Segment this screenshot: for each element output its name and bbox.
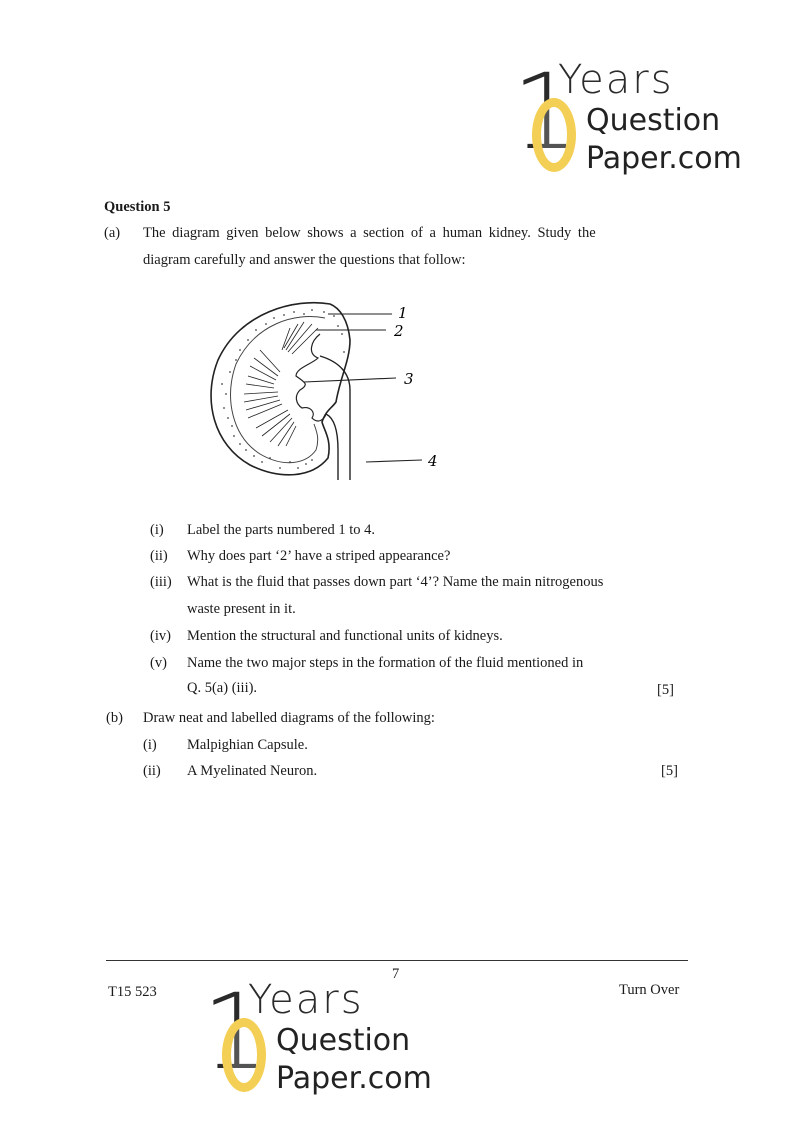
logo-paper: Paper.com	[276, 1061, 432, 1096]
diagram-label-3: 3	[404, 370, 414, 388]
item-a-iv-text: Mention the structural and functional units of kidneys.	[187, 628, 503, 644]
part-a-line-1: The diagram given below shows a section of a human kidney. Study the	[143, 225, 596, 241]
paper-code: T15 523	[108, 984, 157, 1000]
logo-zero-ring	[532, 98, 576, 172]
part-a-marker: (a)	[104, 225, 121, 241]
diagram-label-1: 1	[398, 304, 408, 322]
item-a-v-num: (v)	[150, 655, 167, 671]
kidney-diagram	[200, 290, 460, 490]
part-b-marker: (b)	[106, 710, 123, 726]
part-a-marks: [5]	[657, 682, 674, 698]
footer-divider	[106, 960, 688, 961]
item-a-v-text: Name the two major steps in the formation of the fluid mentioned in	[187, 655, 584, 671]
logo-digit-one: 1	[202, 971, 269, 1093]
item-a-i-text: Label the parts numbered 1 to 4.	[187, 522, 376, 538]
part-b-marks: [5]	[661, 763, 678, 779]
item-b-i-num: (i)	[143, 737, 157, 753]
item-a-ii-num: (ii)	[150, 548, 168, 564]
diagram-label-2: 2	[394, 322, 404, 340]
item-a-iii-text: What is the fluid that passes down part ‘4’? Name the main nitrogenous	[187, 574, 604, 590]
logo-years: Years	[248, 977, 364, 1023]
question-title: Question 5	[104, 199, 171, 215]
item-a-i-num: (i)	[150, 522, 164, 538]
logo-zero-ring	[222, 1018, 266, 1092]
logo-paper: Paper.com	[586, 141, 742, 176]
site-logo-bottom	[202, 971, 462, 1100]
logo-years: Years	[558, 57, 674, 103]
item-a-iii-num: (iii)	[150, 574, 172, 590]
page-number: 7	[392, 966, 400, 982]
item-a-v-text-2: Q. 5(a) (iii).	[187, 680, 258, 696]
item-b-ii-text: A Myelinated Neuron.	[187, 763, 318, 779]
logo-question: Question	[276, 1023, 411, 1058]
item-b-i-text: Malpighian Capsule.	[187, 737, 308, 753]
item-a-ii-text: Why does part ‘2’ have a striped appearance?	[187, 548, 451, 564]
item-a-iv-num: (iv)	[150, 628, 171, 644]
part-a-line-2: diagram carefully and answer the questions that follow:	[143, 252, 466, 268]
site-logo-top	[512, 51, 772, 180]
item-b-ii-num: (ii)	[143, 763, 161, 779]
diagram-label-4: 4	[428, 452, 438, 470]
part-b-intro: Draw neat and labelled diagrams of the following:	[143, 710, 435, 726]
item-a-iii-text-2: waste present in it.	[187, 601, 296, 617]
logo-question: Question	[586, 103, 721, 138]
logo-digit-one: 1	[512, 51, 579, 173]
turn-over: Turn Over	[619, 982, 680, 998]
